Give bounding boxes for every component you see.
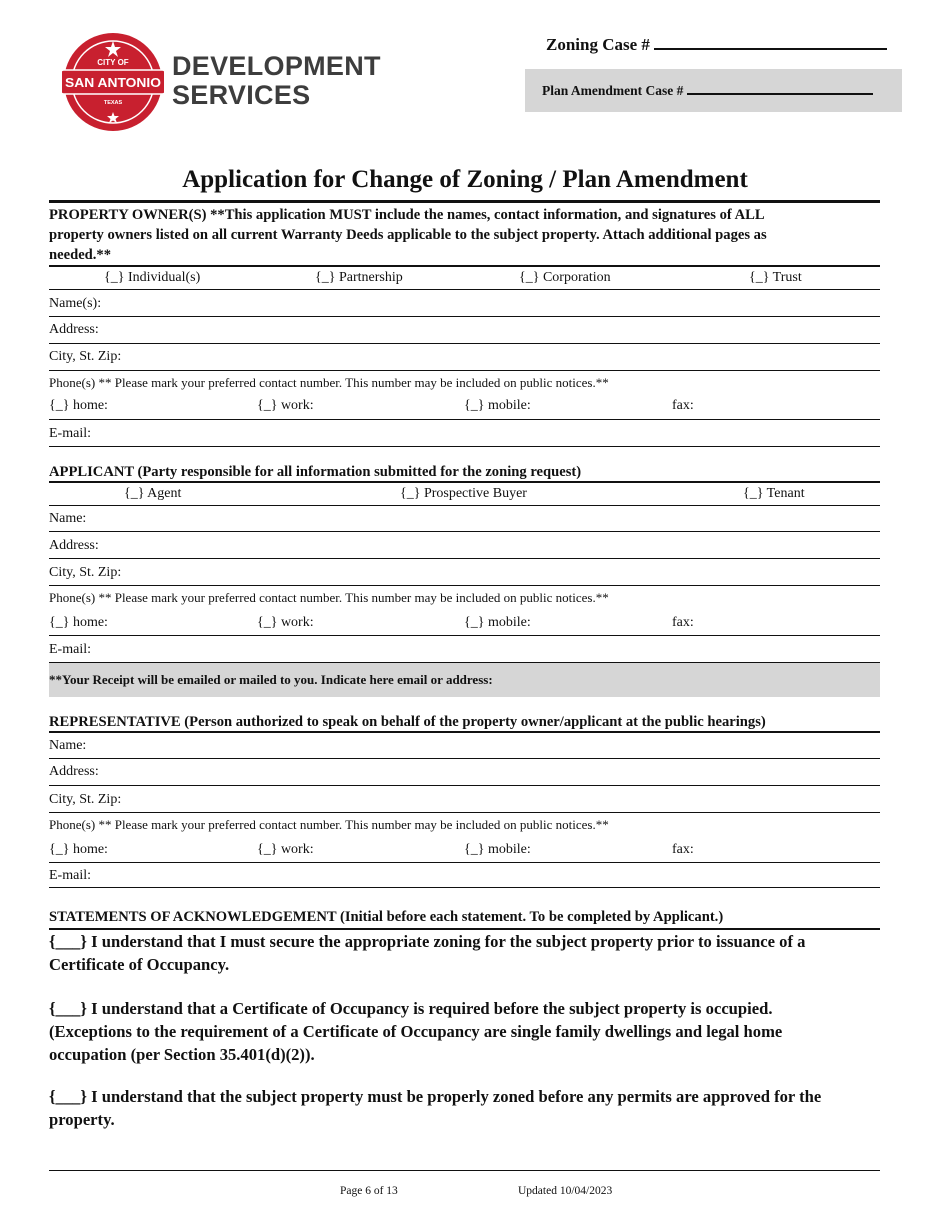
- owner-address-field[interactable]: Address:: [49, 322, 99, 337]
- owner-email-field[interactable]: E-mail:: [49, 426, 91, 441]
- divider: [49, 862, 880, 863]
- applicant-address-field[interactable]: Address:: [49, 538, 99, 553]
- owner-phone-note: Phone(s) ** Please mark your preferred contact number. This number may be included on public notices.**: [49, 375, 609, 390]
- owner-heading: [49, 205, 880, 265]
- representative-address-field[interactable]: Address:: [49, 764, 99, 779]
- logo-line-2: SERVICES: [172, 80, 311, 110]
- zoning-case-blank[interactable]: [654, 34, 887, 50]
- footer-rule: [49, 1170, 880, 1171]
- logo-line-1: DEVELOPMENT: [172, 51, 381, 81]
- divider: [49, 558, 880, 559]
- divider: [49, 531, 880, 532]
- owner-phone-work[interactable]: {_} work:: [257, 398, 314, 413]
- divider: [49, 343, 880, 344]
- representative-fax[interactable]: fax:: [672, 842, 694, 857]
- acknowledgement-heading: STATEMENTS OF ACKNOWLEDGEMENT (Initial before each statement. To be completed by Applicant.): [49, 909, 724, 925]
- applicant-heading: APPLICANT (Party responsible for all information submitted for the zoning request): [49, 464, 582, 480]
- owner-phone-mobile[interactable]: {_} mobile:: [464, 398, 531, 413]
- statement-2-line-3: occupation (per Section 35.401(d)(2)).: [49, 1045, 315, 1064]
- divider: [49, 635, 880, 636]
- divider: [49, 812, 880, 813]
- representative-name-field[interactable]: Name:: [49, 738, 87, 753]
- divider: [49, 887, 880, 888]
- owner-type-individual[interactable]: {_} Individual(s): [104, 270, 201, 285]
- page-title: Application for Change of Zoning / Plan Amendment: [182, 166, 748, 193]
- divider: [49, 446, 880, 447]
- divider: [49, 419, 880, 420]
- city-seal-logo: [62, 32, 164, 132]
- applicant-heading-rule: [49, 481, 880, 483]
- development-services-logo-text: [172, 52, 381, 110]
- plan-amendment-blank[interactable]: [687, 82, 873, 95]
- owner-type-partnership[interactable]: {_} Partnership: [315, 270, 403, 285]
- seal-top-text: CITY OF: [97, 58, 129, 67]
- statement-2-line-2: (Exceptions to the requirement of a Certificate of Occupancy are single family dwellings and legal home: [49, 1022, 783, 1041]
- receipt-note: **Your Receipt will be emailed or mailed to you. Indicate here email or address:: [49, 672, 493, 687]
- statement-1[interactable]: [49, 930, 880, 976]
- owner-fax[interactable]: fax:: [672, 398, 694, 413]
- seal-bottom-text: TEXAS: [103, 100, 123, 106]
- owner-heading-line-3: needed.**: [49, 247, 112, 263]
- statement-3-line-2: property.: [49, 1110, 115, 1129]
- plan-amendment-field[interactable]: [542, 82, 873, 99]
- applicant-phone-home[interactable]: {_} home:: [49, 615, 108, 630]
- owner-type-corporation[interactable]: {_} Corporation: [519, 270, 611, 285]
- applicant-name-field[interactable]: Name:: [49, 511, 87, 526]
- representative-phone-home[interactable]: {_} home:: [49, 842, 108, 857]
- divider: [49, 505, 880, 506]
- divider: [49, 289, 880, 290]
- page-number: Page 6 of 13: [340, 1185, 398, 1197]
- owner-phone-home[interactable]: {_} home:: [49, 398, 108, 413]
- owner-city-field[interactable]: City, St. Zip:: [49, 349, 122, 364]
- applicant-type-tenant[interactable]: {_} Tenant: [743, 486, 805, 501]
- representative-city-field[interactable]: City, St. Zip:: [49, 792, 122, 807]
- divider: [49, 316, 880, 317]
- applicant-phone-work[interactable]: {_} work:: [257, 615, 314, 630]
- representative-heading-rule: [49, 731, 880, 733]
- applicant-phone-mobile[interactable]: {_} mobile:: [464, 615, 531, 630]
- owner-name-field[interactable]: Name(s):: [49, 296, 102, 311]
- statement-1-line-2: Certificate of Occupancy.: [49, 955, 230, 974]
- statement-3[interactable]: [49, 1085, 880, 1131]
- divider: [49, 585, 880, 586]
- representative-phone-note: Phone(s) ** Please mark your preferred contact number. This number may be included on public notices.**: [49, 817, 609, 832]
- owner-heading-rule: [49, 265, 880, 267]
- statement-3-line-1: {___} I understand that the subject property must be properly zoned before any permits are approved for the: [49, 1087, 822, 1106]
- divider: [49, 758, 880, 759]
- owner-type-trust[interactable]: {_} Trust: [749, 270, 802, 285]
- zoning-case-label: Zoning Case #: [546, 35, 650, 54]
- applicant-email-field[interactable]: E-mail:: [49, 642, 91, 657]
- representative-phone-mobile[interactable]: {_} mobile:: [464, 842, 531, 857]
- applicant-phone-note: Phone(s) ** Please mark your preferred contact number. This number may be included on public notices.**: [49, 590, 609, 605]
- representative-email-field[interactable]: E-mail:: [49, 868, 91, 883]
- seal-middle-text: SAN ANTONIO: [65, 75, 161, 90]
- applicant-type-agent[interactable]: {_} Agent: [124, 486, 182, 501]
- zoning-case-field[interactable]: [546, 34, 887, 55]
- applicant-type-buyer[interactable]: {_} Prospective Buyer: [400, 486, 527, 501]
- statement-1-line-1: {___} I understand that I must secure the appropriate zoning for the subject property prior to issuance of a: [49, 932, 806, 951]
- owner-heading-line-1: PROPERTY OWNER(S) **This application MUST include the names, contact information, and signatures of ALL: [49, 207, 765, 223]
- statement-2-line-1: {___} I understand that a Certificate of Occupancy is required before the subject property is occupied.: [49, 999, 773, 1018]
- divider: [49, 785, 880, 786]
- owner-heading-line-2: property owners listed on all current Warranty Deeds applicable to the subject property. Attach additional pages as: [49, 227, 767, 243]
- representative-heading: REPRESENTATIVE (Person authorized to speak on behalf of the property owner/applicant at the public hearings): [49, 714, 766, 730]
- title-rule: [49, 200, 880, 203]
- updated-date: Updated 10/04/2023: [518, 1185, 613, 1197]
- plan-amendment-label: Plan Amendment Case #: [542, 83, 684, 98]
- statement-2[interactable]: [49, 997, 880, 1066]
- divider: [49, 370, 880, 371]
- applicant-fax[interactable]: fax:: [672, 615, 694, 630]
- representative-phone-work[interactable]: {_} work:: [257, 842, 314, 857]
- applicant-city-field[interactable]: City, St. Zip:: [49, 565, 122, 580]
